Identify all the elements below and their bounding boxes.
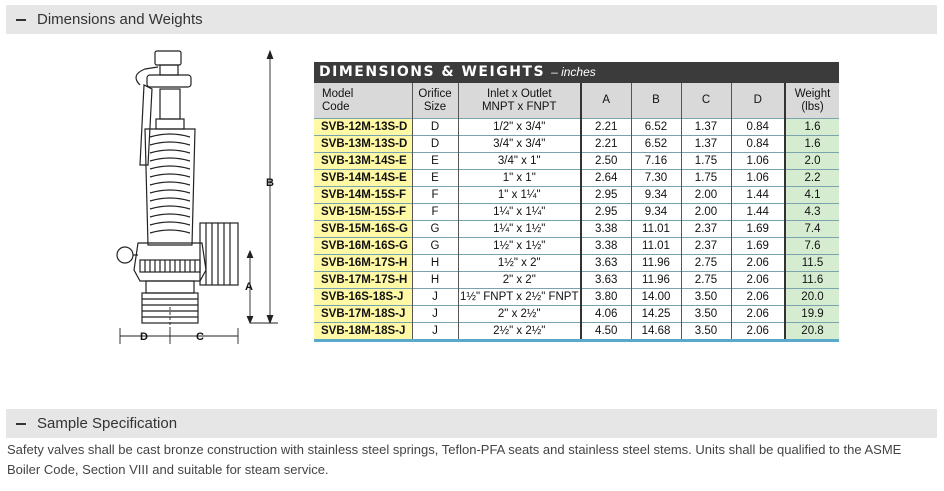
collapse-minus-icon[interactable] bbox=[16, 423, 26, 425]
cell-model: SVB-15M-15S-F bbox=[314, 204, 412, 221]
cell-c: 1.75 bbox=[681, 153, 731, 170]
cell-model: SVB-15M-16S-G bbox=[314, 221, 412, 238]
cell-w: 4.3 bbox=[785, 204, 839, 221]
cell-d: 1.69 bbox=[731, 238, 785, 255]
dimension-d-label: D bbox=[140, 331, 148, 343]
cell-a: 2.21 bbox=[581, 136, 631, 153]
cell-inlet: 1¼" x 1¼" bbox=[458, 204, 581, 221]
cell-w: 2.0 bbox=[785, 153, 839, 170]
col-header-model: Model Code bbox=[314, 83, 412, 119]
cell-orifice: G bbox=[412, 238, 458, 255]
col-header-inlet-outlet: Inlet x Outlet MNPT x FNPT bbox=[458, 83, 581, 119]
cell-a: 2.64 bbox=[581, 170, 631, 187]
cell-w: 2.2 bbox=[785, 170, 839, 187]
cell-b: 6.52 bbox=[631, 136, 681, 153]
cell-b: 11.96 bbox=[631, 272, 681, 289]
cell-b: 6.52 bbox=[631, 119, 681, 136]
cell-d: 0.84 bbox=[731, 136, 785, 153]
table-row bbox=[314, 136, 839, 153]
cell-inlet: 2" x 2½" bbox=[458, 306, 581, 323]
col-header-weight: Weight (lbs) bbox=[785, 83, 839, 119]
table-row bbox=[314, 221, 839, 238]
sample-specification-accordion-header[interactable] bbox=[6, 409, 937, 438]
cell-w: 11.6 bbox=[785, 272, 839, 289]
cell-a: 2.21 bbox=[581, 119, 631, 136]
cell-d: 2.06 bbox=[731, 306, 785, 323]
cell-model: SVB-16M-17S-H bbox=[314, 255, 412, 272]
cell-d: 2.06 bbox=[731, 272, 785, 289]
cell-c: 1.37 bbox=[681, 119, 731, 136]
cell-d: 0.84 bbox=[731, 119, 785, 136]
cell-orifice: J bbox=[412, 306, 458, 323]
cell-d: 1.69 bbox=[731, 221, 785, 238]
cell-orifice: F bbox=[412, 187, 458, 204]
cell-a: 4.06 bbox=[581, 306, 631, 323]
cell-b: 9.34 bbox=[631, 204, 681, 221]
cell-model: SVB-12M-13S-D bbox=[314, 119, 412, 136]
cell-a: 3.80 bbox=[581, 289, 631, 306]
cell-d: 2.06 bbox=[731, 323, 785, 341]
cell-model: SVB-13M-13S-D bbox=[314, 136, 412, 153]
cell-c: 3.50 bbox=[681, 306, 731, 323]
cell-model: SVB-17M-18S-J bbox=[314, 306, 412, 323]
cell-w: 7.6 bbox=[785, 238, 839, 255]
cell-inlet: 1" x 1¼" bbox=[458, 187, 581, 204]
cell-c: 1.75 bbox=[681, 170, 731, 187]
cell-b: 14.25 bbox=[631, 306, 681, 323]
table-row bbox=[314, 204, 839, 221]
cell-model: SVB-17M-17S-H bbox=[314, 272, 412, 289]
table-title: DIMENSIONS & WEIGHTS bbox=[319, 64, 546, 80]
col-header-a: A bbox=[581, 83, 631, 119]
cell-inlet: 1½" x 2" bbox=[458, 255, 581, 272]
sample-specification-text: Safety valves shall be cast bronze construction with stainless steel springs, Teflon-PFA seats and stainless steel stems. Units shall be qualified to the ASME Boiler Code, Section VIII and suitable for steam service. bbox=[7, 442, 902, 477]
cell-c: 2.37 bbox=[681, 221, 731, 238]
dimension-a-label: A bbox=[245, 281, 253, 293]
table-row bbox=[314, 306, 839, 323]
cell-w: 1.6 bbox=[785, 119, 839, 136]
cell-orifice: G bbox=[412, 221, 458, 238]
cell-a: 2.50 bbox=[581, 153, 631, 170]
cell-a: 3.38 bbox=[581, 238, 631, 255]
cell-b: 14.68 bbox=[631, 323, 681, 341]
cell-w: 19.9 bbox=[785, 306, 839, 323]
cell-inlet: 1½" FNPT x 2½" FNPT bbox=[458, 289, 581, 306]
cell-orifice: H bbox=[412, 272, 458, 289]
cell-model: SVB-14M-15S-F bbox=[314, 187, 412, 204]
cell-a: 3.63 bbox=[581, 255, 631, 272]
collapse-minus-icon[interactable] bbox=[16, 19, 26, 21]
cell-orifice: F bbox=[412, 204, 458, 221]
cell-c: 2.75 bbox=[681, 255, 731, 272]
cell-c: 3.50 bbox=[681, 323, 731, 341]
dimension-b-label: B bbox=[266, 177, 274, 189]
cell-c: 2.37 bbox=[681, 238, 731, 255]
cell-model: SVB-16S-18S-J bbox=[314, 289, 412, 306]
cell-a: 2.95 bbox=[581, 204, 631, 221]
table-header-row bbox=[314, 83, 839, 119]
sample-specification-title: Sample Specification bbox=[37, 415, 178, 432]
cell-b: 11.01 bbox=[631, 238, 681, 255]
cell-w: 20.0 bbox=[785, 289, 839, 306]
cell-orifice: J bbox=[412, 323, 458, 341]
table-row bbox=[314, 323, 839, 341]
cell-w: 7.4 bbox=[785, 221, 839, 238]
cell-inlet: 1" x 1" bbox=[458, 170, 581, 187]
cell-b: 11.96 bbox=[631, 255, 681, 272]
col-header-b: B bbox=[631, 83, 681, 119]
cell-b: 9.34 bbox=[631, 187, 681, 204]
cell-orifice: D bbox=[412, 136, 458, 153]
cell-c: 2.00 bbox=[681, 187, 731, 204]
cell-w: 4.1 bbox=[785, 187, 839, 204]
cell-model: SVB-16M-16S-G bbox=[314, 238, 412, 255]
cell-orifice: D bbox=[412, 119, 458, 136]
table-row bbox=[314, 255, 839, 272]
col-header-c: C bbox=[681, 83, 731, 119]
table-row bbox=[314, 170, 839, 187]
cell-a: 4.50 bbox=[581, 323, 631, 341]
cell-a: 3.63 bbox=[581, 272, 631, 289]
table-row bbox=[314, 153, 839, 170]
cell-d: 1.44 bbox=[731, 204, 785, 221]
col-header-d: D bbox=[731, 83, 785, 119]
dimension-c-label: C bbox=[196, 331, 204, 343]
table-row bbox=[314, 187, 839, 204]
cell-d: 2.06 bbox=[731, 255, 785, 272]
cell-d: 1.06 bbox=[731, 170, 785, 187]
cell-inlet: 1½" x 1½" bbox=[458, 238, 581, 255]
cell-c: 2.00 bbox=[681, 204, 731, 221]
table-title-bar bbox=[314, 62, 839, 83]
cell-inlet: 1¼" x 1½" bbox=[458, 221, 581, 238]
cell-b: 7.16 bbox=[631, 153, 681, 170]
cell-model: SVB-18M-18S-J bbox=[314, 323, 412, 341]
cell-orifice: H bbox=[412, 255, 458, 272]
cell-d: 2.06 bbox=[731, 289, 785, 306]
dimensions-weights-accordion-header[interactable] bbox=[6, 5, 937, 34]
cell-a: 2.95 bbox=[581, 187, 631, 204]
cell-inlet: 2½" x 2½" bbox=[458, 323, 581, 341]
cell-b: 7.30 bbox=[631, 170, 681, 187]
cell-orifice: E bbox=[412, 170, 458, 187]
cell-w: 11.5 bbox=[785, 255, 839, 272]
table-row bbox=[314, 289, 839, 306]
cell-a: 3.38 bbox=[581, 221, 631, 238]
cell-b: 11.01 bbox=[631, 221, 681, 238]
cell-d: 1.44 bbox=[731, 187, 785, 204]
cell-inlet: 1/2" x 3/4" bbox=[458, 119, 581, 136]
dimensions-weights-title: Dimensions and Weights bbox=[37, 11, 203, 28]
dimensions-weights-table-panel bbox=[314, 62, 839, 342]
cell-d: 1.06 bbox=[731, 153, 785, 170]
col-header-orifice: Orifice Size bbox=[412, 83, 458, 119]
table-row bbox=[314, 272, 839, 289]
cell-c: 2.75 bbox=[681, 272, 731, 289]
table-title-units: – inches bbox=[551, 65, 596, 79]
cell-inlet: 2" x 2" bbox=[458, 272, 581, 289]
cell-inlet: 3/4" x 3/4" bbox=[458, 136, 581, 153]
cell-inlet: 3/4" x 1" bbox=[458, 153, 581, 170]
cell-model: SVB-14M-14S-E bbox=[314, 170, 412, 187]
cell-w: 1.6 bbox=[785, 136, 839, 153]
cell-orifice: J bbox=[412, 289, 458, 306]
table-row bbox=[314, 238, 839, 255]
cell-model: SVB-13M-14S-E bbox=[314, 153, 412, 170]
valve-dimension-drawing bbox=[100, 45, 300, 355]
cell-c: 1.37 bbox=[681, 136, 731, 153]
table-row bbox=[314, 119, 839, 136]
cell-orifice: E bbox=[412, 153, 458, 170]
dimensions-weights-table bbox=[314, 83, 839, 342]
cell-b: 14.00 bbox=[631, 289, 681, 306]
cell-w: 20.8 bbox=[785, 323, 839, 341]
cell-c: 3.50 bbox=[681, 289, 731, 306]
